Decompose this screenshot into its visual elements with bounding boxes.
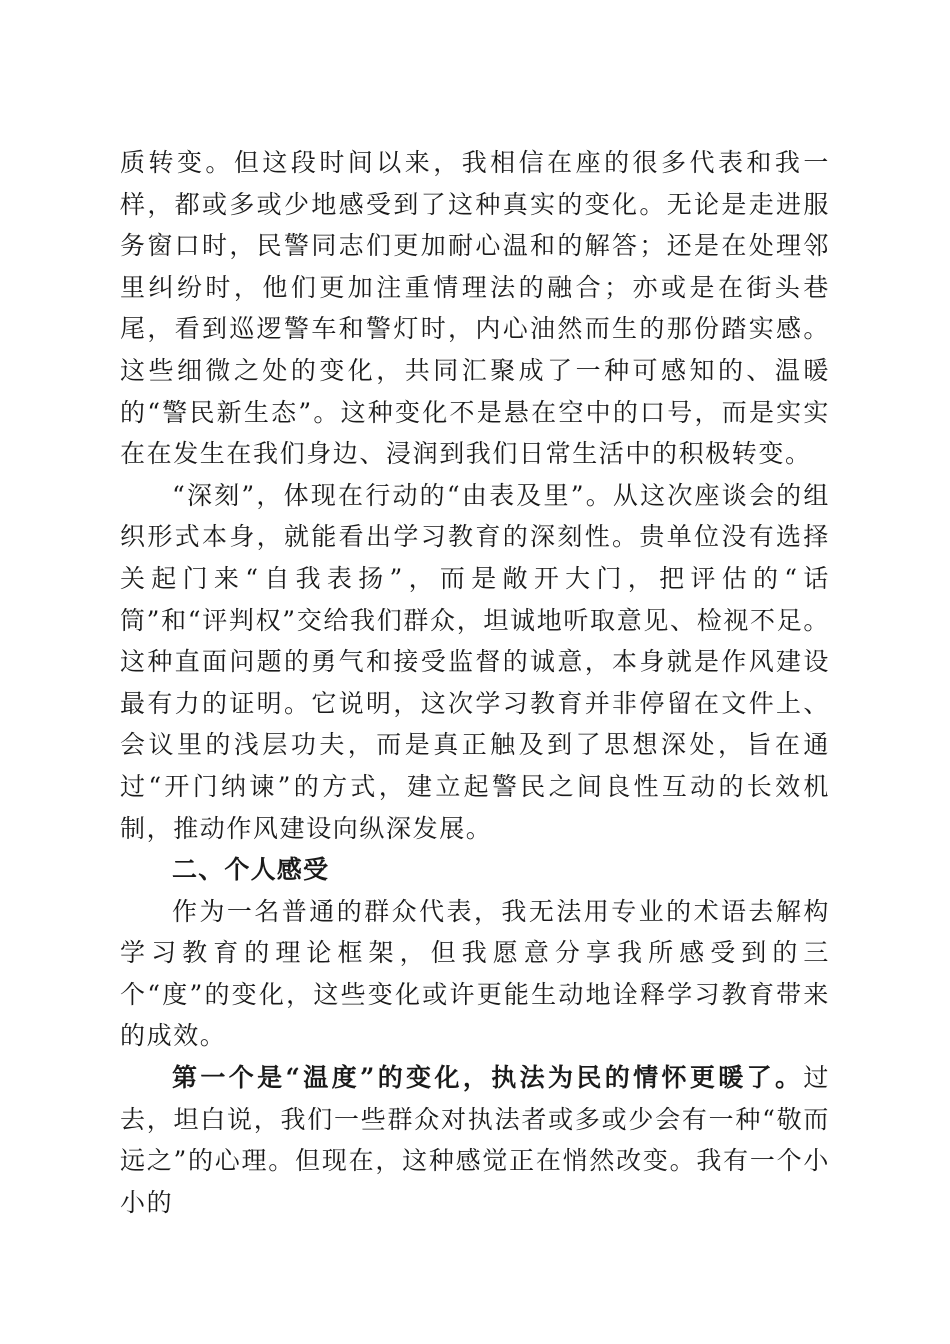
paragraph-continuation: 质转变。但这段时间以来，我相信在座的很多代表和我一样，都或多或少地感受到了这种真实的变化。无论是走进服务窗口时，民警同志们更加耐心温和的解答；还是在处理邻里纠纷时，他们更加注重情理法的融合；亦或是在街头巷尾，看到巡逻警车和警灯时，内心油然而生的那份踏实感。这些细微之处的变化，共同汇聚成了一种可感知的、温暖的“警民新生态”。这种变化不是悬在空中的口号，而是实实在在发生在我们身边、浸润到我们日常生活中的积极转变。 — [120, 148, 830, 469]
section-heading: 二、个人感受 — [172, 855, 330, 885]
point-one-lead: 第一个是“温度”的变化，执法为民的情怀更暖了。 — [172, 1063, 804, 1093]
paragraph-point-one — [120, 1057, 830, 1223]
paragraph-intro: 作为一名普通的群众代表，我无法用专业的术语去解构学习教育的理论框架，但我愿意分享我所感受到的三个“度”的变化，这些变化或许更能生动地诠释学习教育带来的成效。 — [120, 896, 830, 1051]
document-body — [120, 142, 830, 1223]
paragraph-profound: “深刻”，体现在行动的“由表及里”。从这次座谈会的组织形式本身，就能看出学习教育的深刻性。贵单位没有选择关起门来“自我表扬”，而是敞开大门，把评估的“话筒”和“评判权”交给我们群众，坦诚地听取意见、检视不足。这种直面问题的勇气和接受监督的诚意，本身就是作风建设最有力的证明。它说明，这次学习教育并非停留在文件上、会议里的浅层功夫，而是真正触及到了思想深处，旨在通过“开门纳谏”的方式，建立起警民之间良性互动的长效机制，推动作风建设向纵深发展。 — [120, 480, 830, 843]
point-one-text: 过去，坦白说，我们一些群众对执法者或多或少会有一种“敬而远之”的心理。但现在，这种感觉正在悄然改变。我有一个小小的 — [120, 1063, 830, 1217]
